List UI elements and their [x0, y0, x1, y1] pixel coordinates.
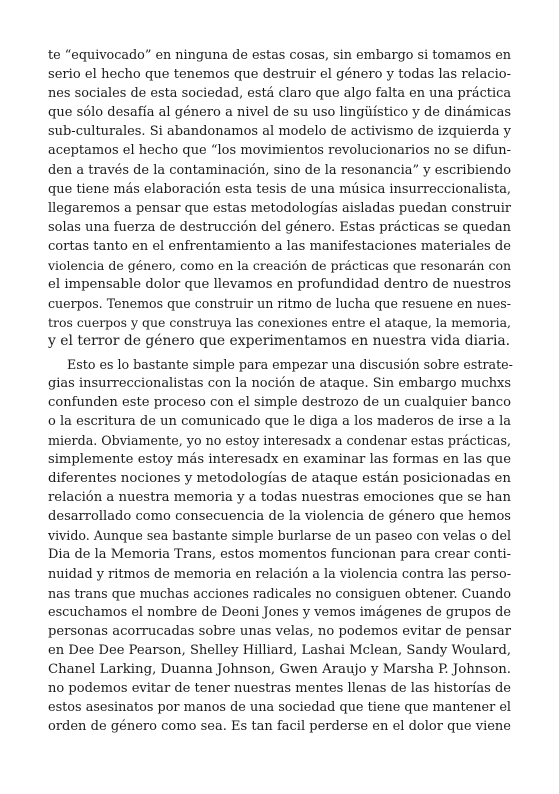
- page-body: [48, 46, 511, 736]
- text-line: tros cuerpos y que construya las conexiones entre el ataque, la memoria,: [48, 315, 511, 331]
- text-line: orden de género como sea. Es tan facil perderse en el dolor que viene: [48, 719, 511, 735]
- text-line: Dia de la Memoria Trans, estos momentos funcionan para crear conti-: [48, 547, 511, 563]
- text-line: aceptamos el hecho que “los movimientos revolucionarios no se difun-: [48, 143, 511, 159]
- text-line: simplemente estoy más interesadx en examinar las formas en las que: [48, 451, 511, 467]
- paragraph-1: [48, 46, 511, 352]
- text-line: estos asesinatos por manos de una sociedad que tiene que mantener el: [48, 700, 511, 716]
- text-line: te “equivocado” en ninguna de estas cosas, sin embargo si tomamos en: [48, 48, 511, 63]
- text-line: que tiene más elaboración esta tesis de una música insurreccionalista,: [48, 181, 511, 197]
- text-line: vivido. Aunque sea bastante simple burlarse de un paseo con velas o del: [48, 528, 511, 544]
- text-line: y el terror de género que experimentamos en nuestra vida diaria.: [48, 333, 511, 350]
- text-line: mierda. Obviamente, yo no estoy interesadx a condenar estas prácticas,: [48, 432, 511, 448]
- text-line: nas trans que muchas acciones radicales no consiguen obtener. Cuando: [48, 585, 511, 601]
- text-line: Chanel Larking, Duanna Johnson, Gwen Araujo y Marsha P. Johnson.: [48, 662, 511, 677]
- text-line: den a través de la contaminación, sino de la resonancia” y escribiendo: [48, 162, 511, 178]
- text-line: llegaremos a pensar que estas metodologías aisladas puedan construir: [48, 200, 511, 216]
- text-line: personas acorrucadas sobre unas velas, no podemos evitar de pensar: [48, 623, 511, 639]
- text-line: cortas tanto en el enfrentamiento a las manifestaciones materiales de: [48, 238, 511, 254]
- paragraph-2: [48, 355, 511, 737]
- text-line: no podemos evitar de tener nuestras mentes llenas de las historías de: [48, 681, 511, 697]
- text-line: escuchamos el nombre de Deoni Jones y vemos imágenes de grupos de: [48, 604, 511, 620]
- text-line: que sólo desafía al género a nivel de su uso lingüístico y de dinámicas: [48, 105, 511, 121]
- text-line: el impensable dolor que llevamos en profundidad dentro de nuestros: [48, 277, 511, 293]
- text-line: Esto es lo bastante simple para empezar una discusión sobre estrate-: [67, 356, 513, 372]
- text-line: en Dee Dee Pearson, Shelley Hilliard, Lashai Mclean, Sandy Woulard,: [48, 642, 511, 658]
- text-line: desarrollado como consecuencia de la violencia de género que hemos: [48, 509, 511, 525]
- text-line: gias insurreccionalistas con la noción de ataque. Sin embargo muchxs: [48, 375, 511, 391]
- text-line: serio el hecho que tenemos que destruir el género y todas las relacio-: [48, 67, 511, 83]
- text-line: solas una fuerza de destrucción del género. Estas prácticas se quedan: [48, 219, 511, 235]
- text-line: confunden este proceso con el simple destrozo de un cualquier banco: [48, 394, 511, 410]
- text-line: relación a nuestra memoria y a todas nuestras emociones que se han: [48, 490, 511, 506]
- text-line: sub-culturales. Si abandonamos al modelo de activismo de izquierda y: [48, 124, 511, 140]
- text-line: nes sociales de esta sociedad, está claro que algo falta en una práctica: [48, 86, 511, 102]
- text-line: o la escritura de un comunicado que le diga a los maderos de irse a la: [48, 413, 511, 429]
- text-line: violencia de género, como en la creación de prácticas que resonarán con: [48, 258, 511, 274]
- text-line: cuerpos. Tenemos que construir un ritmo de lucha que resuene en nues-: [48, 296, 511, 312]
- text-line: diferentes nociones y metodologías de ataque están posicionadas en: [48, 471, 511, 487]
- text-line: nuidad y ritmos de memoria en relación a la violencia contra las perso-: [48, 566, 512, 582]
